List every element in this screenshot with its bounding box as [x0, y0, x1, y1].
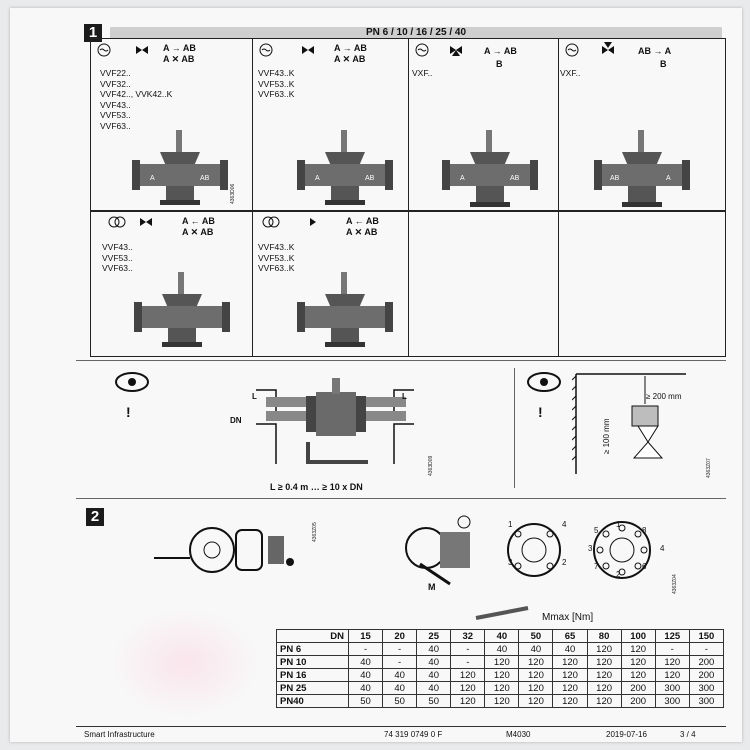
cell: 40	[383, 669, 417, 682]
cell: 120	[621, 669, 655, 682]
cell: 300	[655, 695, 689, 708]
cell: 40	[349, 682, 383, 695]
model: VVF63..	[102, 263, 133, 273]
model: VVF22..	[100, 68, 131, 78]
svg-text:AB: AB	[610, 175, 620, 182]
dn-col: 80	[587, 630, 621, 643]
bolt-number: 8	[642, 526, 647, 535]
torque-wrench-drawing	[400, 514, 490, 594]
footer-rule	[76, 726, 726, 727]
svg-text:A: A	[150, 175, 155, 182]
torque-table	[276, 629, 724, 708]
cell: -	[383, 656, 417, 669]
model: VVF63..K	[258, 89, 295, 99]
cell: 40	[417, 643, 451, 656]
torque-label-m: M	[428, 582, 436, 592]
cell: -	[349, 643, 383, 656]
footer-doc-no: 74 319 0749 0 F	[384, 730, 443, 739]
svg-text:A: A	[315, 175, 320, 182]
bolt-number: 1	[508, 520, 513, 529]
footer-company: Smart Infrastructure	[84, 730, 155, 739]
dn-col: 100	[621, 630, 655, 643]
bolt-number: 3	[508, 558, 513, 567]
dn-col: 125	[655, 630, 689, 643]
model: VVF63..	[100, 120, 131, 131]
pn-label: PN 16	[277, 669, 349, 682]
cell: 120	[553, 669, 587, 682]
cell: 120	[587, 682, 621, 695]
cell: 40	[383, 682, 417, 695]
model: VVF53..	[102, 252, 133, 263]
dn-col: 65	[553, 630, 587, 643]
warning-mark: !	[126, 404, 131, 420]
cell: 40	[553, 643, 587, 656]
clearance-side: ≥ 100 mm	[602, 418, 611, 454]
clearance-drawing	[572, 370, 692, 480]
cell: 120	[485, 682, 519, 695]
model: VVF43..K	[258, 242, 295, 252]
dim-label-l: L	[402, 392, 407, 401]
cell: 120	[485, 695, 519, 708]
bolt-number: 2	[616, 570, 621, 579]
cell: 50	[417, 695, 451, 708]
model-list	[560, 68, 580, 79]
table-row	[277, 695, 724, 708]
pn-header: PN 6 / 10 / 16 / 25 / 40	[110, 27, 722, 38]
drawing-code: 4363Z04	[672, 574, 678, 594]
model-list	[412, 68, 432, 79]
dim-label-l: L	[252, 392, 257, 401]
cell: 200	[689, 656, 723, 669]
model-list	[102, 242, 133, 274]
cell: 120	[655, 669, 689, 682]
cell: 200	[621, 695, 655, 708]
clearance-top: ≥ 200 mm	[646, 392, 682, 401]
model: VVF53..K	[258, 78, 295, 89]
medium-water-icon	[562, 38, 632, 66]
valve-drawing	[440, 128, 540, 213]
flow-label: A ← AB	[182, 216, 215, 226]
svg-text:A: A	[666, 175, 671, 182]
grid-divider	[558, 38, 559, 211]
bolt-number: 5	[594, 526, 599, 535]
model-list	[100, 68, 172, 131]
model: VVF43..K	[258, 68, 295, 78]
model: VXF..	[560, 68, 581, 78]
cell: 120	[553, 656, 587, 669]
grid-divider	[408, 38, 409, 211]
straight-length-note: L ≥ 0.4 m … ≥ 10 x DN	[270, 482, 363, 492]
cell: 120	[519, 656, 553, 669]
dn-col: 50	[519, 630, 553, 643]
flow-label: A → AB	[163, 43, 196, 53]
pipe-installation-drawing	[236, 372, 436, 472]
table-row	[277, 643, 724, 656]
cell: -	[451, 643, 485, 656]
torque-title: Mmax [Nm]	[542, 612, 594, 623]
table-row	[277, 656, 724, 669]
cell: 120	[519, 682, 553, 695]
model: VVF53..K	[258, 252, 295, 263]
cell: 300	[655, 682, 689, 695]
flow-label: B	[660, 59, 667, 69]
model: VVF63..K	[258, 263, 295, 273]
grid-divider	[252, 211, 253, 357]
valve-drawing	[295, 270, 395, 350]
cell: 40	[417, 682, 451, 695]
svg-text:AB: AB	[200, 175, 210, 182]
cell: 120	[621, 643, 655, 656]
flow-label: B	[496, 59, 503, 69]
grid-divider	[408, 211, 409, 357]
model: VVF43..	[102, 242, 133, 252]
cell: 200	[689, 669, 723, 682]
flow-label: A → AB	[484, 46, 517, 56]
cell: 120	[485, 656, 519, 669]
footer-page: 3 / 4	[680, 730, 696, 739]
cell: 120	[587, 643, 621, 656]
dn-col: 32	[451, 630, 485, 643]
step-1-badge: 1	[84, 24, 102, 42]
bolt-number: 3	[588, 544, 593, 553]
torque-wrench-icon	[474, 604, 534, 622]
cell: 40	[417, 656, 451, 669]
cell: 300	[689, 695, 723, 708]
valve-drawing	[130, 128, 230, 208]
medium-steam-icon	[258, 212, 318, 236]
dn-col: 40	[485, 630, 519, 643]
model-list	[258, 242, 294, 274]
section-divider	[514, 368, 515, 488]
cell: 120	[587, 656, 621, 669]
bolt-number: 4	[660, 544, 665, 553]
svg-text:A: A	[460, 175, 465, 182]
drawing-code: 4363D06	[230, 183, 236, 204]
bolt-pattern-4	[504, 520, 572, 580]
cell: 40	[417, 669, 451, 682]
warning-mark: !	[538, 404, 543, 420]
medium-steam-icon	[104, 212, 164, 236]
flange-assembly-drawing	[150, 514, 310, 584]
bolt-number: 6	[642, 562, 647, 571]
cell: 50	[349, 695, 383, 708]
drawing-code: 4363Z07	[706, 458, 712, 478]
model: VVF42.., VVK42..K	[100, 89, 173, 99]
dn-col: 20	[383, 630, 417, 643]
flow-label: A ✕ AB	[334, 54, 366, 64]
pn-label: PN 25	[277, 682, 349, 695]
section-divider	[76, 498, 726, 499]
pn-label: PN 6	[277, 643, 349, 656]
model: VVF32..	[100, 78, 131, 89]
medium-water-icon	[256, 38, 326, 66]
cell: 40	[519, 643, 553, 656]
table-header-row	[277, 630, 724, 643]
pn-label: PN40	[277, 695, 349, 708]
bolt-pattern-8	[588, 518, 660, 584]
model: VXF..	[412, 68, 433, 78]
footer-date: 2019-07-16	[606, 730, 647, 739]
grid-divider	[558, 211, 559, 357]
eye-icon	[524, 370, 564, 430]
model: VVF53..	[100, 110, 131, 120]
dn-col: 25	[417, 630, 451, 643]
bolt-number: 7	[594, 562, 599, 571]
cell: 120	[451, 669, 485, 682]
cell: 40	[485, 643, 519, 656]
flow-label: AB → A	[638, 46, 672, 56]
cell: 120	[587, 669, 621, 682]
cell: 120	[519, 695, 553, 708]
dim-label-dn: DN	[230, 416, 242, 425]
cell: -	[655, 643, 689, 656]
flow-label: A → AB	[334, 43, 367, 53]
cell: -	[383, 643, 417, 656]
cell: -	[451, 656, 485, 669]
footer-code: M4030	[506, 730, 531, 739]
cell: 120	[621, 656, 655, 669]
model-list	[258, 68, 294, 100]
cell: 120	[655, 656, 689, 669]
bolt-number: 1	[616, 520, 621, 529]
flow-label: A ✕ AB	[346, 227, 378, 237]
flow-label: A ✕ AB	[182, 227, 214, 237]
svg-text:AB: AB	[365, 175, 375, 182]
section-divider	[76, 360, 726, 361]
document-page	[10, 8, 742, 742]
flow-label: A ✕ AB	[163, 54, 195, 64]
cell: 120	[553, 682, 587, 695]
grid-divider	[252, 38, 253, 211]
valve-drawing	[592, 128, 692, 213]
cell: 40	[349, 656, 383, 669]
paper-stain	[110, 608, 260, 718]
cell: 120	[519, 669, 553, 682]
cell: 300	[689, 682, 723, 695]
step-2-badge: 2	[86, 508, 104, 526]
valve-drawing	[295, 128, 395, 208]
dn-col: 15	[349, 630, 383, 643]
cell: 120	[553, 695, 587, 708]
dn-header: DN	[277, 630, 349, 643]
dn-col: 150	[689, 630, 723, 643]
drawing-code: 4363D09	[428, 455, 434, 476]
bolt-number: 2	[562, 558, 567, 567]
cell: -	[689, 643, 723, 656]
cell: 40	[349, 669, 383, 682]
pn-label: PN 10	[277, 656, 349, 669]
table-row	[277, 682, 724, 695]
cell: 200	[621, 682, 655, 695]
valve-drawing	[132, 270, 232, 350]
medium-water-icon	[412, 38, 482, 66]
flow-label: A ← AB	[346, 216, 379, 226]
drawing-code: 4363Z05	[312, 522, 318, 542]
svg-text:AB: AB	[510, 175, 520, 182]
cell: 120	[451, 682, 485, 695]
cell: 50	[383, 695, 417, 708]
cell: 120	[451, 695, 485, 708]
table-row	[277, 669, 724, 682]
eye-icon	[112, 370, 152, 430]
cell: 120	[587, 695, 621, 708]
model: VVF43..	[100, 99, 131, 110]
cell: 120	[485, 669, 519, 682]
bolt-number: 4	[562, 520, 567, 529]
